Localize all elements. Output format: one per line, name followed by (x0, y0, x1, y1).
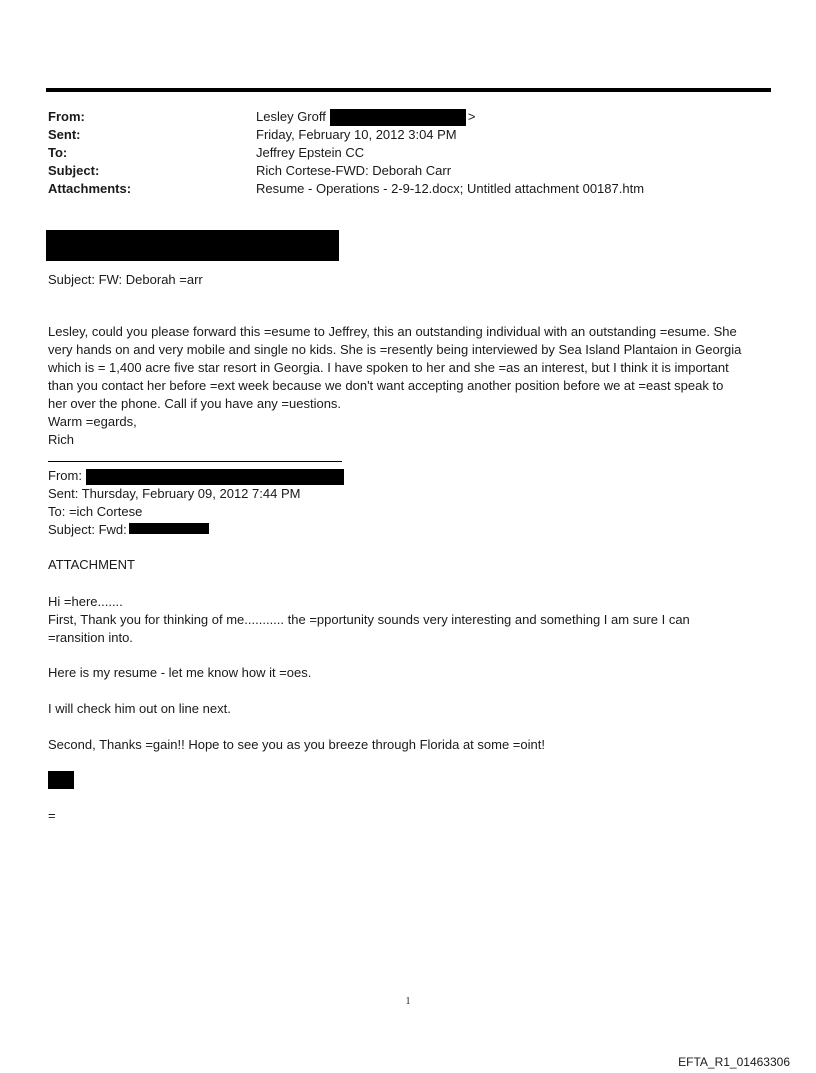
email-header (48, 108, 768, 198)
header-top-rule (46, 88, 771, 92)
forwarded-body (48, 593, 776, 647)
forwarded-line: I will check him out on line next. (48, 701, 231, 716)
attachment-marker (48, 556, 776, 574)
header-attachments-row (48, 180, 768, 198)
forwarded-to-line: To: =ich Cortese (48, 504, 143, 519)
header-from-tail: > (467, 109, 476, 124)
message-subject-line: Subject: FW: Deborah =arr (48, 272, 203, 287)
trailing-marker: = (48, 808, 56, 823)
header-label: To: (48, 145, 68, 160)
forwarded-header (48, 467, 776, 539)
header-subject-value: Rich Cortese-FWD: Deborah Carr (256, 163, 452, 178)
bates-number: EFTA_R1_01463306 (678, 1055, 790, 1069)
forward-separator-rule (48, 461, 342, 462)
header-subject-row (48, 162, 768, 180)
header-to-row (48, 144, 768, 162)
header-label: Sent: (48, 127, 81, 142)
header-label: Attachments: (48, 181, 132, 196)
forwarded-subject-line (48, 521, 776, 539)
header-from-row (48, 108, 768, 126)
forwarded-line: Here is my resume - let me know how it =oes. (48, 665, 312, 680)
redaction-box (46, 230, 339, 261)
header-from-value: Lesley Groff (256, 109, 326, 124)
redaction-box (86, 469, 344, 485)
message-paragraph-line: very hands on and very mobile and single no kids. She is =resently being interviewed by Sea Island Plantaion in Georgia (48, 342, 742, 357)
forwarded-sent-line: Sent: Thursday, February 09, 2012 7:44 PM (48, 486, 301, 501)
header-attachments-value: Resume - Operations - 2-9-12.docx; Untitled attachment 00187.htm (256, 181, 645, 196)
message-paragraph-line: Lesley, could you please forward this =esume to Jeffrey, this an outstanding individual with an outstanding =esume. She (48, 324, 737, 339)
header-to-value: Jeffrey Epstein CC (256, 145, 365, 160)
header-label: Subject: (48, 163, 100, 178)
message-closing: Warm =egards, (48, 414, 137, 429)
forwarded-line: Second, Thanks =gain!! Hope to see you as you breeze through Florida at some =oint! (48, 737, 545, 752)
forwarded-from-label: From: (48, 468, 82, 483)
page-number: 1 (405, 996, 411, 1007)
redaction-box (48, 771, 74, 789)
header-sent-row (48, 126, 768, 144)
message-paragraph-line: her over the phone. Call if you have any =uestions. (48, 396, 342, 411)
message-subject-block (48, 271, 776, 289)
forwarded-line: First, Thank you for thinking of me........... the =pportunity sounds very interesting and something I am sure I can (48, 612, 690, 627)
attachment-label: ATTACHMENT (48, 557, 135, 572)
forwarded-subject-label: Subject: Fwd: (48, 522, 127, 537)
message-paragraph-line: than you contact her before =ext week because we don't want accepting another position before we at =east speak to (48, 378, 724, 393)
redaction-box (330, 109, 466, 126)
message-paragraph-line: which is = 1,400 acre five star resort in Georgia. I have spoken to her and she =as an interest, but I think it is important (48, 360, 729, 375)
header-sent-value: Friday, February 10, 2012 3:04 PM (256, 127, 457, 142)
redaction-box (129, 523, 209, 534)
forwarded-from-line (48, 467, 776, 485)
message-signature: Rich (48, 432, 75, 447)
forwarded-greeting: Hi =here....... (48, 594, 123, 609)
forwarded-line: =ransition into. (48, 630, 133, 645)
header-label: From: (48, 109, 85, 124)
message-body (48, 323, 776, 449)
